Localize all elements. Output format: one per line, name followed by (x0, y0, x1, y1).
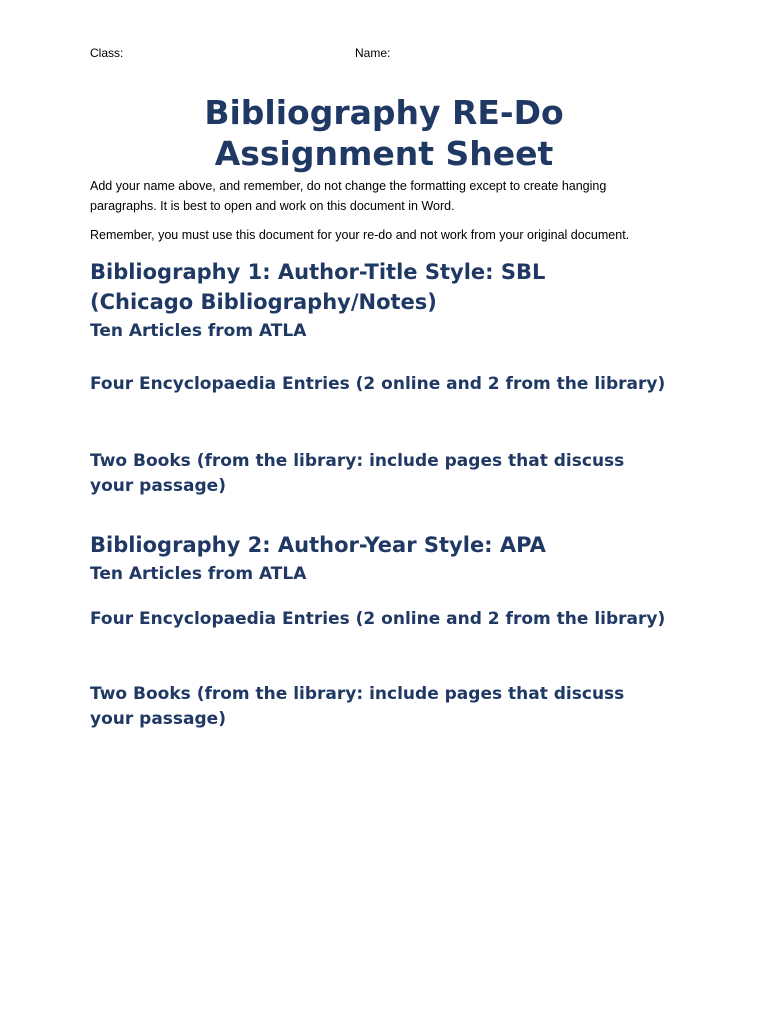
bibliography-1-heading-line-1: Bibliography 1: Author-Title Style: SBL (90, 260, 546, 284)
bibliography-1-item-encyclopaedia: Four Encyclopaedia Entries (2 online and 2 from the library) (90, 374, 666, 394)
bibliography-2-item-articles: Ten Articles from ATLA (90, 564, 307, 584)
bibliography-1-heading-line-2: (Chicago Bibliography/Notes) (90, 290, 437, 314)
bibliography-1-item-articles: Ten Articles from ATLA (90, 321, 307, 341)
title-line-2: Assignment Sheet (214, 134, 554, 173)
intro-paragraph-2: Remember, you must use this document for your re-do and not work from your original document. (90, 228, 630, 242)
bibliography-2-heading: Bibliography 2: Author-Year Style: APA (90, 533, 546, 557)
document-title (0, 92, 768, 174)
bibliography-2-item-encyclopaedia: Four Encyclopaedia Entries (2 online and 2 from the library) (90, 609, 666, 629)
title-line-1: Bibliography RE-Do (204, 93, 564, 132)
bibliography-1-heading (90, 257, 690, 317)
intro-paragraph-1: Add your name above, and remember, do not change the formatting except to create hanging paragraphs. It is best to open and work on this document in Word. (90, 179, 607, 213)
name-label: Name: (355, 46, 391, 60)
class-label: Class: (90, 46, 124, 60)
bibliography-2-item-books: Two Books (from the library: include pages that discuss your passage) (90, 684, 625, 729)
bibliography-1-item-books: Two Books (from the library: include pages that discuss your passage) (90, 451, 625, 496)
